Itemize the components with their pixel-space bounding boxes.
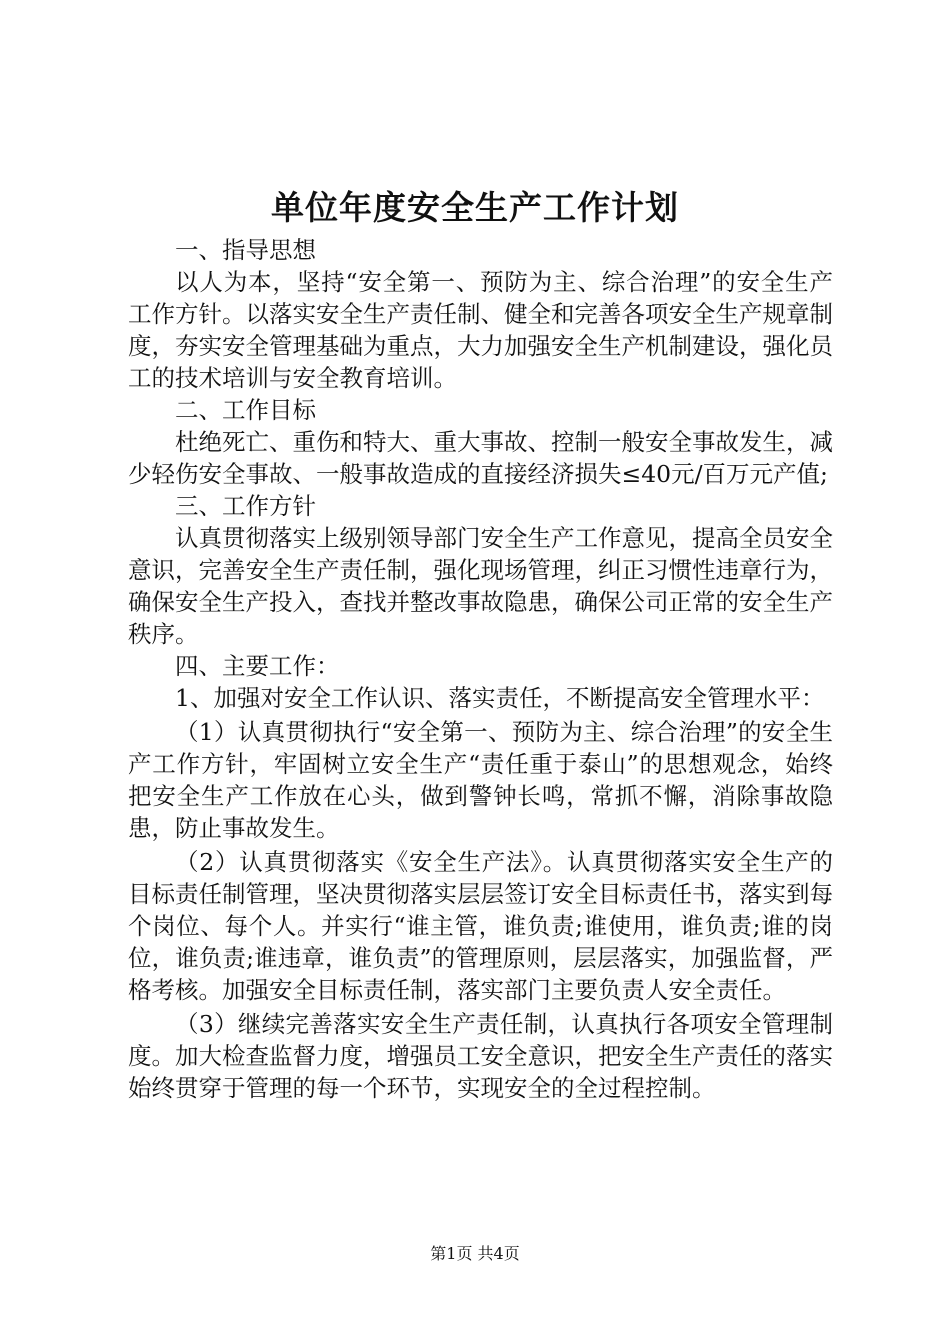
subsection-heading: 1、加强对安全工作认识、落实责任，不断提高安全管理水平： (175, 684, 825, 712)
document-body (128, 234, 833, 1104)
page-footer: 第1页 共4页 (430, 1244, 520, 1263)
section-heading: 四、主要工作： (175, 652, 340, 680)
paragraph: （2）认真贯彻落实《安全生产法》。认真贯彻落实安全生产的目标责任制管理，坚决贯彻落实层层签订安全目标责任书，落实到每个岗位、每个人。并实行“谁主管，谁负责;谁使用，谁负责;谁的岗位，谁负责;谁违章，谁负责”的管理原则，层层落实，加强监督，严格考核。加强安全目标责任制，落实部门主要负责人安全责任。 (128, 848, 833, 1004)
section-heading: 二、工作目标 (175, 396, 316, 424)
section-heading: 三、工作方针 (175, 492, 316, 520)
document-title: 单位年度安全生产工作计划 (271, 188, 679, 227)
paragraph: 认真贯彻落实上级别领导部门安全生产工作意见，提高全员安全意识，完善安全生产责任制，强化现场管理，纠正习惯性违章行为，确保安全生产投入，查找并整改事故隐患，确保公司正常的安全生产秩序。 (128, 524, 833, 648)
section-heading: 一、指导思想 (175, 236, 316, 264)
paragraph: （3）继续完善落实安全生产责任制，认真执行各项安全管理制度。加大检查监督力度，增强员工安全意识，把安全生产责任的落实始终贯穿于管理的每一个环节，实现安全的全过程控制。 (128, 1010, 833, 1102)
paragraph: 杜绝死亡、重伤和特大、重大事故、控制一般安全事故发生，减少轻伤安全事故、一般事故造成的直接经济损失≤40元/百万元产值; (128, 428, 833, 488)
paragraph: 以人为本，坚持“安全第一、预防为主、综合治理”的安全生产工作方针。以落实安全生产责任制、健全和完善各项安全生产规章制度，夯实安全管理基础为重点，大力加强安全生产机制建设，强化员工的技术培训与安全教育培训。 (128, 268, 833, 392)
paragraph: （1）认真贯彻执行“安全第一、预防为主、综合治理”的安全生产工作方针，牢固树立安全生产“责任重于泰山”的思想观念，始终把安全生产工作放在心头，做到警钟长鸣，常抓不懈，消除事故隐患，防止事故发生。 (128, 718, 833, 842)
